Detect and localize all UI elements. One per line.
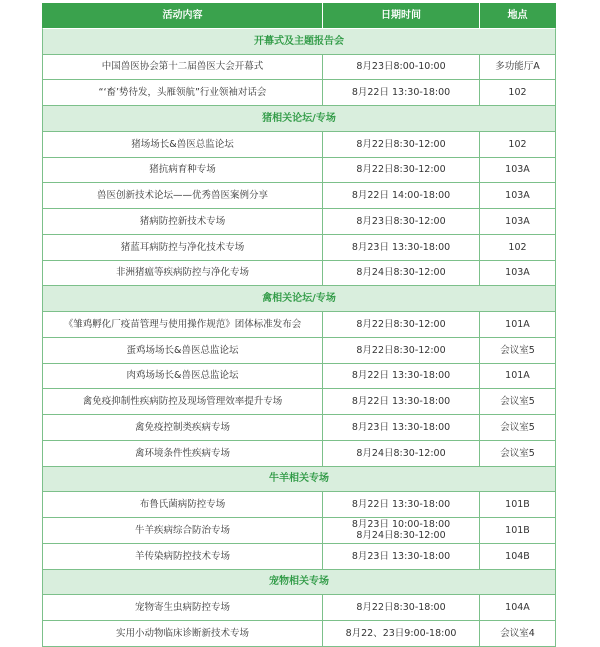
section-title: 禽相关论坛/专场 (42, 286, 556, 312)
activity-cell: 兽医创新技术论坛——优秀兽医案例分享 (42, 183, 323, 209)
datetime-line: 8月22日 13:30-18:00 (351, 370, 451, 382)
datetime-line: 8月22日 14:00-18:00 (351, 190, 451, 202)
datetime-cell (323, 132, 480, 158)
datetime-line: 8月22日8:30-12:00 (356, 138, 446, 150)
datetime-cell (323, 80, 480, 106)
datetime-cell (323, 183, 480, 209)
datetime-cell (323, 312, 480, 338)
location-cell: 多功能厅A (480, 55, 556, 81)
table-row (42, 235, 556, 261)
datetime-line: 8月22日 13:30-18:00 (351, 396, 451, 408)
datetime-cell (323, 492, 480, 518)
section-header-row (42, 29, 556, 55)
activity-cell: 禽环境条件性疾病专场 (42, 441, 323, 467)
datetime-cell (323, 415, 480, 441)
section-title: 宠物相关专场 (42, 570, 556, 596)
datetime-line: 8月22日8:30-18:00 (356, 602, 446, 614)
datetime-cell (323, 261, 480, 287)
activity-cell: 宠物寄生虫病防控专场 (42, 595, 323, 621)
location-cell: 103A (480, 209, 556, 235)
location-cell: 103A (480, 183, 556, 209)
datetime-cell (323, 209, 480, 235)
location-cell: 104A (480, 595, 556, 621)
table-row (42, 132, 556, 158)
section-header-row (42, 570, 556, 596)
schedule-table (42, 3, 556, 647)
datetime-line: 8月24日8:30-12:00 (356, 267, 446, 279)
table-row (42, 441, 556, 467)
datetime-cell (323, 544, 480, 570)
datetime-cell (323, 338, 480, 364)
activity-cell: 非洲猪瘟等疾病防控与净化专场 (42, 261, 323, 287)
header-location: 地点 (480, 3, 556, 29)
table-row (42, 312, 556, 338)
datetime-line: 8月23日 13:30-18:00 (351, 241, 451, 253)
datetime-line: 8月23日 13:30-18:00 (351, 421, 451, 433)
location-cell: 会议室5 (480, 389, 556, 415)
section-header-row (42, 106, 556, 132)
activity-cell: “‘畜’势待发，头雁领航”行业领袖对话会 (42, 80, 323, 106)
datetime-line: 8月24日8:30-12:00 (356, 447, 446, 459)
activity-cell: 羊传染病防控技术专场 (42, 544, 323, 570)
section-header-row (42, 286, 556, 312)
table-row (42, 518, 556, 544)
datetime-line: 8月23日 10:00-18:00 (351, 519, 451, 531)
activity-cell: 禽免疫控制类疾病专场 (42, 415, 323, 441)
table-row (42, 389, 556, 415)
activity-cell: 蛋鸡场场长&兽医总监论坛 (42, 338, 323, 364)
header-datetime: 日期时间 (323, 3, 480, 29)
activity-cell: 肉鸡场场长&兽医总监论坛 (42, 364, 323, 390)
table-row (42, 261, 556, 287)
section-title: 牛羊相关专场 (42, 467, 556, 493)
activity-cell: 布鲁氏菌病防控专场 (42, 492, 323, 518)
activity-cell: 牛羊疾病综合防治专场 (42, 518, 323, 544)
table-row (42, 415, 556, 441)
activity-cell: 中国兽医协会第十二届兽医大会开幕式 (42, 55, 323, 81)
header-activity: 活动内容 (42, 3, 323, 29)
location-cell: 103A (480, 261, 556, 287)
location-cell: 会议室5 (480, 338, 556, 364)
location-cell: 会议室5 (480, 415, 556, 441)
datetime-cell (323, 235, 480, 261)
datetime-line: 8月22日8:30-12:00 (356, 344, 446, 356)
datetime-cell (323, 595, 480, 621)
activity-cell: 《雏鸡孵化厂疫苗管理与使用操作规范》团体标准发布会 (42, 312, 323, 338)
location-cell: 102 (480, 132, 556, 158)
table-row (42, 544, 556, 570)
activity-cell: 猪病防控新技术专场 (42, 209, 323, 235)
datetime-cell (323, 389, 480, 415)
table-row (42, 364, 556, 390)
table-row (42, 158, 556, 184)
table-row (42, 338, 556, 364)
section-header-row (42, 467, 556, 493)
activity-cell: 猪蓝耳病防控与净化技术专场 (42, 235, 323, 261)
activity-cell: 猪抗病育种专场 (42, 158, 323, 184)
table-row (42, 55, 556, 81)
table-row (42, 209, 556, 235)
location-cell: 103A (480, 158, 556, 184)
datetime-line: 8月23日8:00-10:00 (356, 61, 446, 73)
activity-cell: 实用小动物临床诊断新技术专场 (42, 621, 323, 647)
location-cell: 104B (480, 544, 556, 570)
section-title: 猪相关论坛/专场 (42, 106, 556, 132)
datetime-cell (323, 158, 480, 184)
location-cell: 102 (480, 235, 556, 261)
table-header-row (42, 3, 556, 29)
datetime-cell (323, 55, 480, 81)
activity-cell: 禽免疫抑制性疾病防控及现场管理效率提升专场 (42, 389, 323, 415)
location-cell: 101A (480, 364, 556, 390)
table-row (42, 595, 556, 621)
datetime-cell (323, 364, 480, 390)
datetime-line: 8月22日8:30-12:00 (356, 318, 446, 330)
datetime-cell (323, 518, 480, 544)
table-row (42, 183, 556, 209)
location-cell: 101A (480, 312, 556, 338)
datetime-line: 8月22日8:30-12:00 (356, 164, 446, 176)
table-body (42, 29, 556, 647)
table-row (42, 80, 556, 106)
datetime-line: 8月22日 13:30-18:00 (351, 499, 451, 511)
table-row (42, 492, 556, 518)
datetime-line: 8月22日 13:30-18:00 (351, 87, 451, 99)
datetime-cell (323, 441, 480, 467)
location-cell: 会议室5 (480, 441, 556, 467)
datetime-line: 8月24日8:30-12:00 (356, 530, 446, 542)
datetime-line: 8月23日8:30-12:00 (356, 215, 446, 227)
datetime-line: 8月23日 13:30-18:00 (351, 550, 451, 562)
location-cell: 101B (480, 518, 556, 544)
location-cell: 会议室4 (480, 621, 556, 647)
datetime-line: 8月22、23日9:00-18:00 (345, 627, 457, 639)
activity-cell: 猪场场长&兽医总监论坛 (42, 132, 323, 158)
section-title: 开幕式及主题报告会 (42, 29, 556, 55)
location-cell: 102 (480, 80, 556, 106)
location-cell: 101B (480, 492, 556, 518)
